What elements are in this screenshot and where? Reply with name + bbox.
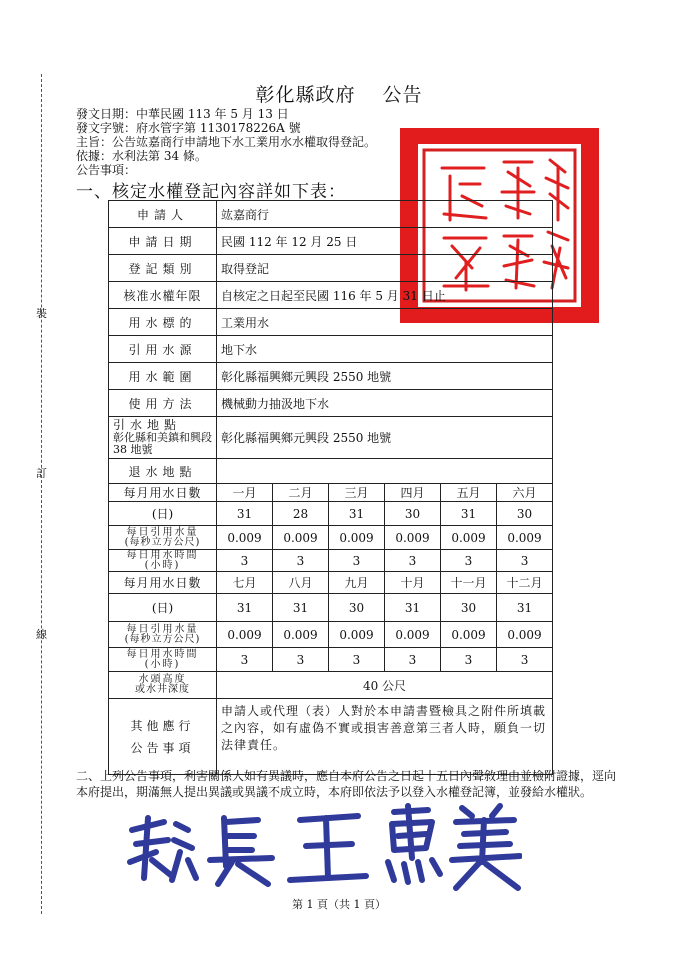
- month-h2: 十一月: [441, 572, 497, 594]
- days-h2: 31: [385, 594, 441, 622]
- flow-label-line2: (每秒立方公尺): [124, 536, 201, 548]
- days-label-h1: 每月用水日數: [109, 484, 217, 502]
- binding-char-xian: 線: [36, 628, 47, 641]
- row-method: [109, 390, 553, 417]
- period-value: 自核定之日起至民國 116 年 5 月 31 日止: [217, 282, 553, 309]
- hours-label-h1: [109, 550, 217, 572]
- depth-label-line1: 水頭高度: [138, 674, 187, 685]
- row-apply-date: [109, 228, 553, 255]
- hours-h2: 3: [385, 648, 441, 672]
- hours-h1: 3: [441, 550, 497, 572]
- reg-type-label: 登記類別: [109, 255, 217, 282]
- days-h1: 31: [217, 502, 273, 526]
- discharge-value: [217, 459, 553, 484]
- month-h2: 七月: [217, 572, 273, 594]
- days-h2: 30: [329, 594, 385, 622]
- issue-date: 發文日期：中華民國 113 年 5 月 13 日: [76, 107, 289, 121]
- flow-h2: 0.009: [385, 622, 441, 648]
- row-h1-flow: [109, 526, 553, 550]
- row-reg-type: [109, 255, 553, 282]
- flow-h2: 0.009: [441, 622, 497, 648]
- hours-label-line1: 每日用水時間: [126, 648, 199, 660]
- notice-heading: 公告事項：: [76, 163, 137, 177]
- applicant-value: 竑嘉商行: [217, 201, 553, 228]
- row-h2-months: [109, 572, 553, 594]
- flow-h2: 0.009: [217, 622, 273, 648]
- magistrate-signature: [122, 800, 522, 896]
- intake-value: 彰化縣福興鄉元興段 2550 地號: [217, 417, 553, 459]
- hours-h1: 3: [273, 550, 329, 572]
- flow-label-h1: [109, 526, 217, 550]
- month-h1: 五月: [441, 484, 497, 502]
- days-unit-h1: (日): [109, 502, 217, 526]
- discharge-label: 退水地點: [109, 459, 217, 484]
- intake-label-cell: [109, 417, 217, 459]
- month-h2: 八月: [273, 572, 329, 594]
- days-h2: 30: [441, 594, 497, 622]
- subject: 主旨：公告竑嘉商行申請地下水工業用水水權取得登記。: [76, 135, 377, 149]
- hours-label-line2: (小時): [144, 658, 181, 670]
- row-period: [109, 282, 553, 309]
- hours-h2: 3: [441, 648, 497, 672]
- days-h1: 31: [329, 502, 385, 526]
- other-text: 申請人或代理（表）人對於本申請書暨檢具之附件所填載之內容，如有虛偽不實或損害善意第三者人時，願負一切法律責任。: [217, 699, 553, 775]
- flow-label-line1: 每日引用水量: [126, 526, 199, 538]
- source-label: 引用水源: [109, 336, 217, 363]
- hours-label-line1: 每日用水時間: [126, 549, 199, 561]
- row-source: [109, 336, 553, 363]
- days-h1: 30: [385, 502, 441, 526]
- method-label: 使用方法: [109, 390, 217, 417]
- hours-label-line2: (小時): [144, 559, 181, 571]
- method-value: 機械動力抽汲地下水: [217, 390, 553, 417]
- days-h1: 31: [441, 502, 497, 526]
- hours-h1: 3: [385, 550, 441, 572]
- document-number: 發文字號：府水管字第 1130178226A 號: [76, 121, 301, 135]
- hours-h1: 3: [217, 550, 273, 572]
- other-label-line2: 公告事項: [130, 740, 195, 755]
- apply-date-label: 申請日期: [109, 228, 217, 255]
- binding-char-zhuang: 裝: [36, 307, 47, 320]
- depth-label: [109, 672, 217, 699]
- binding-char-ding: 訂: [36, 467, 47, 480]
- flow-h2: 0.009: [497, 622, 553, 648]
- flow-label-line1: 每日引用水量: [126, 623, 199, 635]
- flow-h1: 0.009: [217, 526, 273, 550]
- binding-line: [41, 74, 42, 914]
- flow-label-h2: [109, 622, 217, 648]
- row-applicant: [109, 201, 553, 228]
- row-range: [109, 363, 553, 390]
- source-value: 地下水: [217, 336, 553, 363]
- intake-label: 引水地點: [113, 418, 182, 432]
- hours-h2: 3: [273, 648, 329, 672]
- month-h2: 十月: [385, 572, 441, 594]
- row-h1-months: [109, 484, 553, 502]
- month-h2: 十二月: [497, 572, 553, 594]
- days-h2: 31: [497, 594, 553, 622]
- row-h2-hours: [109, 648, 553, 672]
- depth-label-line2: 或水井深度: [135, 684, 190, 695]
- row-h2-flow: [109, 622, 553, 648]
- days-h1: 30: [497, 502, 553, 526]
- row-other: [109, 699, 553, 775]
- flow-h2: 0.009: [329, 622, 385, 648]
- row-intake: [109, 417, 553, 459]
- hours-h1: 3: [497, 550, 553, 572]
- flow-h1: 0.009: [273, 526, 329, 550]
- flow-h1: 0.009: [441, 526, 497, 550]
- days-h1: 28: [273, 502, 329, 526]
- row-h1-days: [109, 502, 553, 526]
- flow-h1: 0.009: [329, 526, 385, 550]
- hours-h1: 3: [329, 550, 385, 572]
- hours-h2: 3: [329, 648, 385, 672]
- month-h1: 二月: [273, 484, 329, 502]
- flow-h2: 0.009: [273, 622, 329, 648]
- depth-value: 40 公尺: [217, 672, 553, 699]
- month-h1: 四月: [385, 484, 441, 502]
- other-label: [109, 699, 217, 775]
- water-right-table: [108, 200, 553, 775]
- reg-type-value: 取得登記: [217, 255, 553, 282]
- month-h1: 三月: [329, 484, 385, 502]
- month-h1: 六月: [497, 484, 553, 502]
- row-h1-hours: [109, 550, 553, 572]
- hours-h2: 3: [497, 648, 553, 672]
- section-1-title: 一、核定水權登記內容詳如下表：: [76, 182, 346, 202]
- use-label: 用水標的: [109, 309, 217, 336]
- range-label: 用水範圍: [109, 363, 217, 390]
- row-depth: [109, 672, 553, 699]
- period-label: 核准水權年限: [109, 282, 217, 309]
- flow-label-line2: (每秒立方公尺): [124, 633, 201, 645]
- hours-label-h2: [109, 648, 217, 672]
- flow-h1: 0.009: [497, 526, 553, 550]
- intake-sublabel: 彰化縣和美鎮和興段 38 地號: [113, 431, 212, 456]
- page-title: 彰化縣政府 公告: [255, 84, 423, 106]
- days-h2: 31: [273, 594, 329, 622]
- hours-h2: 3: [217, 648, 273, 672]
- use-value: 工業用水: [217, 309, 553, 336]
- month-h1: 一月: [217, 484, 273, 502]
- legal-basis: 依據：水利法第 34 條。: [76, 149, 207, 163]
- days-unit-h2: (日): [109, 594, 217, 622]
- other-label-line1: 其他應行: [130, 718, 195, 733]
- flow-h1: 0.009: [385, 526, 441, 550]
- days-h2: 31: [217, 594, 273, 622]
- section-2-text: 二、上列公告事項，利害關係人如有異議時，應自本府公告之日起十五日內聲敘理由並檢附證據，逕向本府提出，期滿無人提出異議或異議不成立時，本府即依法予以登入水權登記簿，並發給水權狀。: [76, 769, 617, 799]
- row-discharge: [109, 459, 553, 484]
- row-h2-days: [109, 594, 553, 622]
- days-label-h2: 每月用水日數: [109, 572, 217, 594]
- range-value: 彰化縣福興鄉元興段 2550 地號: [217, 363, 553, 390]
- page-footer: 第 1 頁（共 1 頁）: [292, 898, 386, 911]
- row-use: [109, 309, 553, 336]
- month-h2: 九月: [329, 572, 385, 594]
- apply-date-value: 民國 112 年 12 月 25 日: [217, 228, 553, 255]
- applicant-label: 申請人: [109, 201, 217, 228]
